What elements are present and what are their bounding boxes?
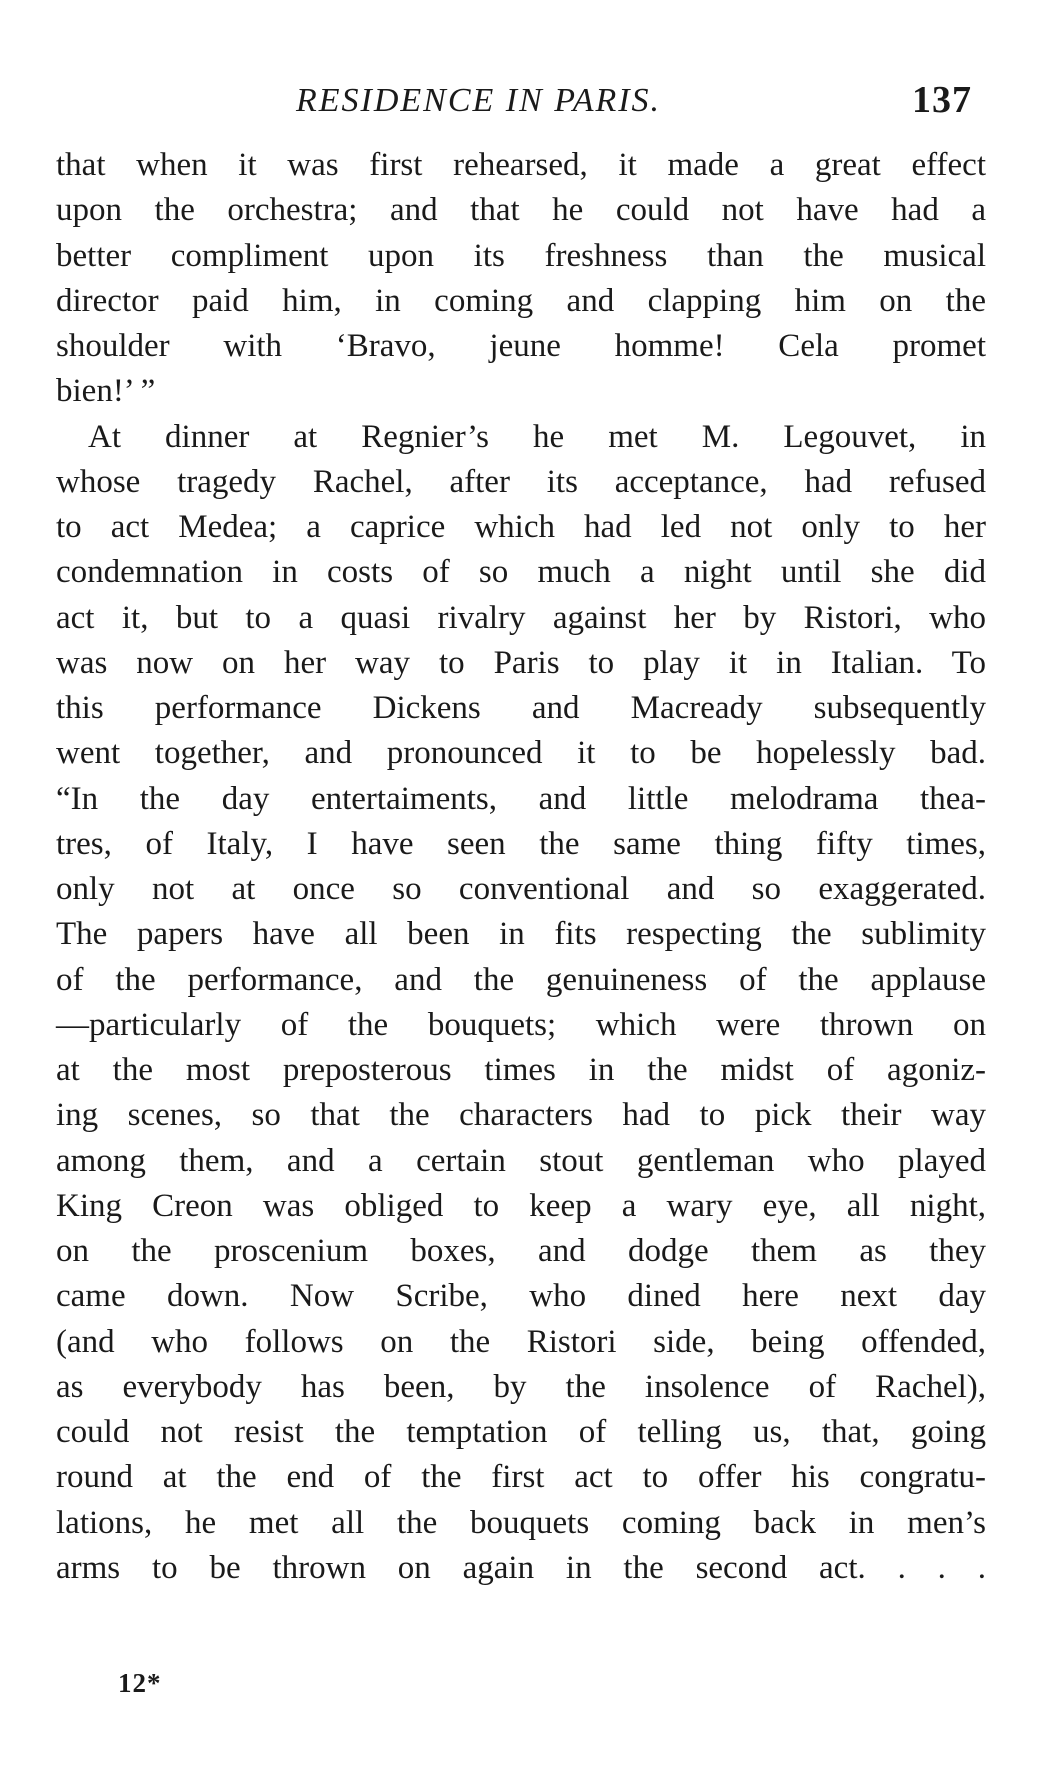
text-line: this performance Dickens and Macready subsequently bbox=[56, 690, 986, 726]
text-line: could not resist the temptation of telling us, that, going bbox=[56, 1414, 986, 1450]
page-number: 137 bbox=[912, 79, 972, 121]
text-line: The papers have all been in fits respecting the sublimity bbox=[56, 916, 986, 953]
text-line: At dinner at Regnier’s he met M. Legouvet, in bbox=[88, 418, 986, 455]
text-line: upon the orchestra; and that he could not have had a bbox=[56, 192, 986, 229]
signature-mark: 12* bbox=[118, 1668, 162, 1698]
text-line: round at the end of the first act to offer his congratu- bbox=[56, 1459, 986, 1496]
body-text bbox=[56, 143, 986, 1591]
text-line: bien!’ ” bbox=[56, 373, 156, 410]
text-line: better compliment upon its freshness than the musical bbox=[56, 237, 986, 274]
running-head bbox=[56, 78, 986, 122]
text-line: condemnation in costs of so much a night until she did bbox=[56, 554, 986, 591]
text-line: that when it was first rehearsed, it made a great effect bbox=[56, 147, 986, 183]
text-line: as everybody has been, by the insolence of Rachel), bbox=[56, 1368, 986, 1405]
text-line: lations, he met all the bouquets coming back in men’s bbox=[56, 1504, 986, 1541]
text-line: whose tragedy Rachel, after its acceptance, had refused bbox=[56, 463, 986, 500]
text-line: on the proscenium boxes, and dodge them as they bbox=[56, 1233, 986, 1269]
text-line: was now on her way to Paris to play it in Italian. To bbox=[56, 644, 986, 681]
text-line: King Creon was obliged to keep a wary eye, all night, bbox=[56, 1187, 986, 1224]
text-line: among them, and a certain stout gentleman who played bbox=[56, 1142, 986, 1179]
text-line: came down. Now Scribe, who dined here next day bbox=[56, 1278, 986, 1315]
text-line: of the performance, and the genuineness of the applause bbox=[56, 961, 986, 998]
text-line: shoulder with ‘Bravo, jeune homme! Cela promet bbox=[56, 328, 986, 364]
text-line: ing scenes, so that the characters had to pick their way bbox=[56, 1097, 986, 1134]
text-line: only not at once so conventional and so exaggerated. bbox=[56, 871, 986, 907]
text-line: act it, but to a quasi rivalry against her by Ristori, who bbox=[56, 599, 986, 636]
text-line: director paid him, in coming and clapping him on the bbox=[56, 282, 986, 319]
text-line: “In the day entertaiments, and little melodrama thea- bbox=[56, 780, 986, 817]
text-line: to act Medea; a caprice which had led not only to her bbox=[56, 509, 986, 545]
running-title: RESIDENCE IN PARIS. bbox=[296, 82, 662, 119]
text-line: at the most preposterous times in the midst of agoniz- bbox=[56, 1052, 986, 1088]
text-line: tres, of Italy, I have seen the same thing fifty times, bbox=[56, 825, 986, 862]
text-line: went together, and pronounced it to be hopelessly bad. bbox=[56, 735, 986, 772]
text-line: (and who follows on the Ristori side, being offended, bbox=[56, 1323, 986, 1360]
text-line: —particularly of the bouquets; which were thrown on bbox=[56, 1006, 986, 1043]
text-line: arms to be thrown on again in the second act. . . . bbox=[56, 1549, 986, 1586]
